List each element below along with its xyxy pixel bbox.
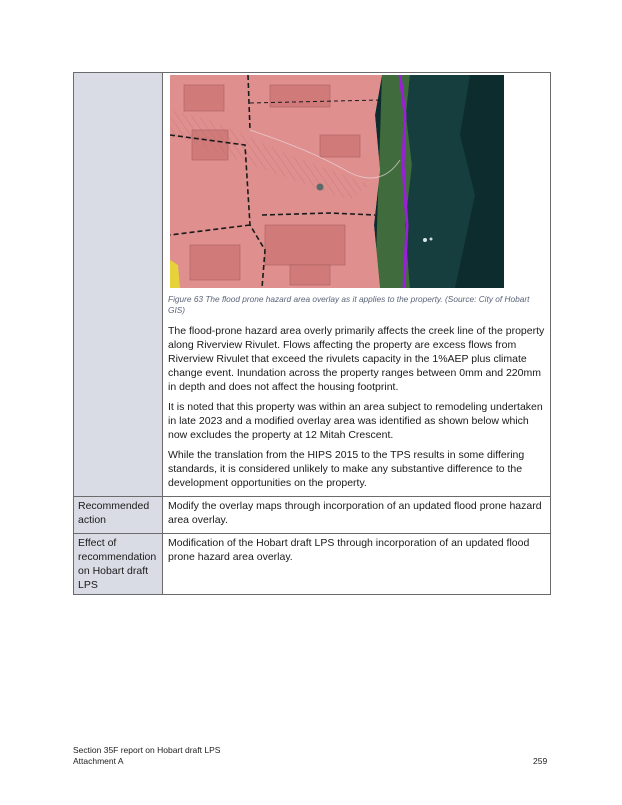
body-paragraph: While the translation from the HIPS 2015 to the TPS results in some differing standards, it is considered unlikely to make any substantive difference to the development opportunities on the property. xyxy=(168,449,525,489)
figure-caption: Figure 63 The flood prone hazard area overlay as it applies to the property. (Source: City of Hobart GIS) xyxy=(168,294,530,315)
page-footer xyxy=(73,745,220,767)
footer-report-title: Section 35F report on Hobart draft LPS xyxy=(73,745,221,755)
row-text: Modify the overlay maps through incorporation of an updated flood prone hazard area overlay. xyxy=(168,500,542,526)
row-text: Modification of the Hobart draft LPS through incorporation of an updated flood prone hazard area overlay. xyxy=(168,537,530,563)
table-row-recommended-action xyxy=(74,496,550,533)
flood-hazard-map xyxy=(170,75,504,288)
assessment-table xyxy=(73,72,551,595)
property-marker xyxy=(317,184,324,191)
body-paragraph: It is noted that this property was within an area subject to remodeling undertaken in late 2023 and a modified overlay area was identified as shown below which now excludes the property at 12 Mitah Crescent. xyxy=(168,401,543,441)
row-label: Effect of recommendation on Hobart draft LPS xyxy=(74,534,163,594)
figure-row xyxy=(74,73,550,496)
map-figure xyxy=(168,75,545,288)
body-paragraph: The flood-prone hazard area overly primarily affects the creek line of the property along Riverview Rivulet. Flows affecting the property are excess flows from Riverview Rivulet that exceed the rivulets capacity in the 1%AEP plus climate change event. Inundation across the property ranges between 0mm and 220mm in depth and does not affect the housing footprint. xyxy=(168,325,545,393)
empty-label-cell xyxy=(74,73,163,496)
footer-attachment: Attachment A xyxy=(73,756,124,766)
table-row-effect-of-recommendation xyxy=(74,533,550,594)
figure-cell xyxy=(163,73,550,496)
row-label: Recommended action xyxy=(74,497,163,533)
page-number: 259 xyxy=(533,756,548,766)
